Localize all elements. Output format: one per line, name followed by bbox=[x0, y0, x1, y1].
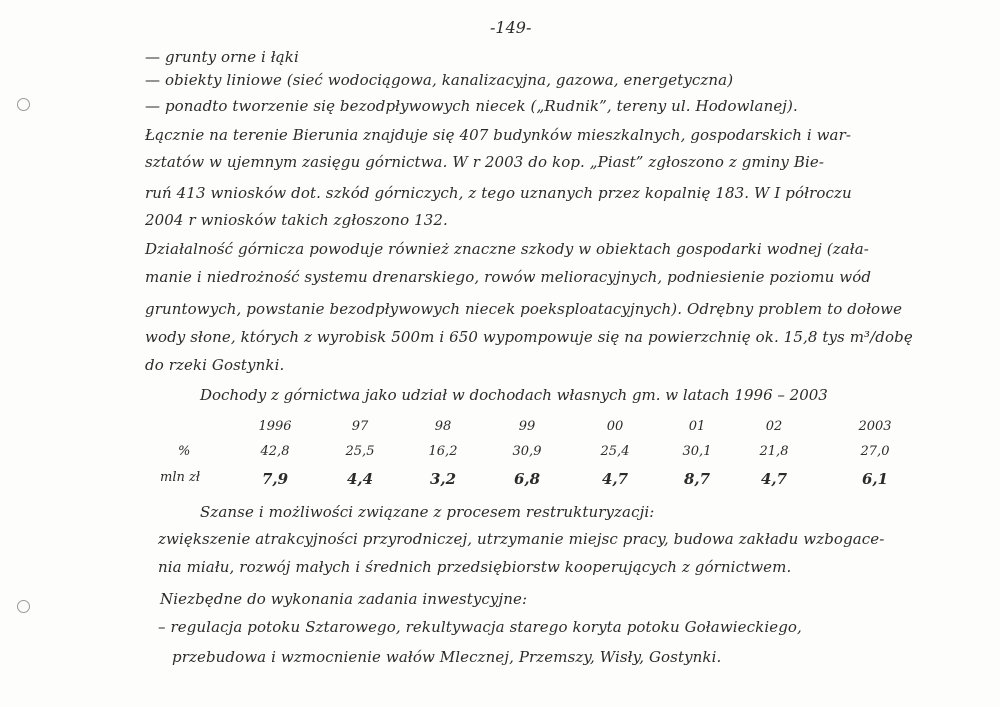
opportunities-line: zwiększenie atrakcyjności przyrodniczej, utrzymanie miejsc pracy, budowa zakładu wzbogace- bbox=[158, 530, 885, 548]
table-caption: Dochody z górnictwa jako udział w dochodach własnych gm. w latach 1996 – 2003 bbox=[200, 386, 828, 404]
paragraph-line: gruntowych, powstanie bezodpływowych niecek poeksploatacyjnych). Odrębny problem to dołowe bbox=[145, 300, 903, 318]
table-cell: 25,4 bbox=[600, 444, 630, 459]
list-item: — obiekty liniowe (sieć wodociągowa, kanalizacyjna, gazowa, energetyczna) bbox=[145, 71, 734, 89]
table-cell: 30,1 bbox=[682, 444, 712, 459]
paragraph-line: sztatów w ujemnym zasięgu górnictwa. W r 2003 do kop. „Piast” zgłoszono z gminy Bie- bbox=[145, 153, 824, 171]
table-year: 01 bbox=[688, 419, 706, 434]
investment-heading: Niezbędne do wykonania zadania inwestycyjne: bbox=[160, 590, 528, 608]
table-year: 1996 bbox=[258, 419, 292, 434]
punch-hole-top bbox=[17, 98, 30, 111]
table-cell: 6,1 bbox=[861, 470, 889, 488]
table-year: 97 bbox=[351, 419, 369, 434]
table-mln-row bbox=[0, 470, 1000, 490]
investment-line: – regulacja potoku Sztarowego, rekultywacja starego koryta potoku Goławieckiego, bbox=[158, 618, 802, 636]
table-year: 00 bbox=[606, 419, 624, 434]
table-cell: 4,4 bbox=[346, 470, 374, 488]
table-year: 02 bbox=[765, 419, 783, 434]
table-cell: 42,8 bbox=[260, 444, 290, 459]
table-year: 98 bbox=[434, 419, 452, 434]
table-cell: 8,7 bbox=[683, 470, 711, 488]
table-cell: 6,8 bbox=[513, 470, 541, 488]
paragraph-line: ruń 413 wniosków dot. szkód górniczych, z tego uznanych przez kopalnię 183. W I półroczu bbox=[145, 184, 852, 202]
table-years-row bbox=[0, 419, 1000, 439]
list-item: — grunty orne i łąki bbox=[145, 48, 299, 66]
paragraph-line: wody słone, których z wyrobisk 500m i 650 wypompowuje się na powierzchnię ok. 15,8 tys m³/dobę bbox=[145, 328, 913, 346]
paragraph-line: manie i niedrożność systemu drenarskiego, rowów melioracyjnych, podniesienie poziomu wód bbox=[145, 268, 872, 286]
table-cell: 25,5 bbox=[345, 444, 375, 459]
paragraph-line: Łącznie na terenie Bierunia znajduje się 407 budynków mieszkalnych, gospodarskich i war- bbox=[145, 126, 852, 144]
table-cell: 21,8 bbox=[759, 444, 789, 459]
table-year: 2003 bbox=[858, 419, 892, 434]
table-cell: 27,0 bbox=[860, 444, 890, 459]
table-row-label: mln zł bbox=[160, 470, 201, 485]
table-cell: 4,7 bbox=[760, 470, 788, 488]
opportunities-heading: Szanse i możliwości związane z procesem restrukturyzacji: bbox=[200, 503, 655, 521]
table-row-label: % bbox=[178, 444, 191, 459]
table-percent-row bbox=[0, 444, 1000, 464]
paragraph-line: Działalność górnicza powoduje również znaczne szkody w obiektach gospodarki wodnej (zała- bbox=[145, 240, 869, 258]
table-year: 99 bbox=[518, 419, 536, 434]
paragraph-line: 2004 r wniosków takich zgłoszono 132. bbox=[145, 211, 448, 229]
investment-line: przebudowa i wzmocnienie wałów Mlecznej, Przemszy, Wisły, Gostynki. bbox=[172, 648, 722, 666]
table-cell: 16,2 bbox=[428, 444, 458, 459]
table-cell: 3,2 bbox=[429, 470, 457, 488]
table-cell: 4,7 bbox=[601, 470, 629, 488]
list-item: — ponadto tworzenie się bezodpływowych niecek („Rudnik”, tereny ul. Hodowlanej). bbox=[145, 97, 798, 115]
page-number: -149- bbox=[490, 18, 532, 37]
paragraph-line: do rzeki Gostynki. bbox=[145, 356, 285, 374]
punch-hole-bottom bbox=[17, 600, 30, 613]
table-cell: 7,9 bbox=[261, 470, 289, 488]
opportunities-line: nia miału, rozwój małych i średnich przedsiębiorstw kooperujących z górnictwem. bbox=[158, 558, 792, 576]
table-cell: 30,9 bbox=[512, 444, 542, 459]
